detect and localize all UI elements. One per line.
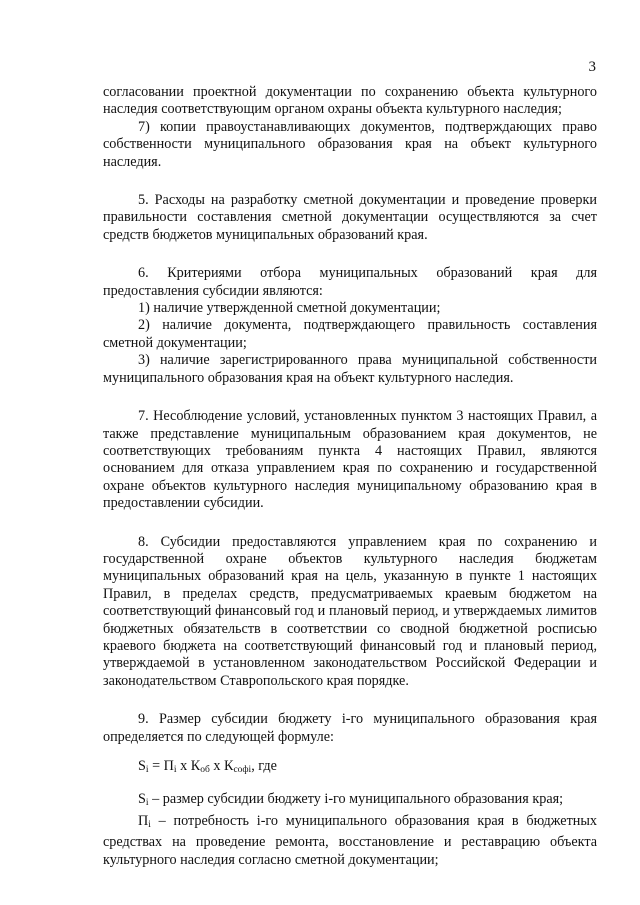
criteria-item-3: 3) наличие зарегистрированного права муниципальной собственности муниципального образования края на объект культурного наследия.	[103, 352, 597, 386]
paragraph-clause-8: 8. Субсидии предоставляются управлением края по сохранению и государственной охране объектов культурного наследия бюджетам муниципальных образований края на цель, указанную в пункте 1 настоящих Правил, в пределах средств, предусматриваемых краевым бюджетом на соответствующий финансовый год и плановый период, и утверждаемых лимитов бюджетных обязательств в соответствии со сводной бюджетной росписью краевого бюджета на соответствующий финансовый год и плановый период, утверждаемой в установленном законодательством Российской Федерации и законодательством Ставропольского края порядке.	[103, 533, 597, 689]
definition-pi-symbol: П	[138, 812, 149, 829]
formula-k-ob: К	[190, 758, 201, 774]
formula-pi-sub: i	[173, 765, 177, 775]
definition-pi	[103, 813, 597, 869]
definition-s-sub: i	[145, 798, 149, 809]
criteria-item-2: 2) наличие документа, подтверждающего правильность составления сметной документации;	[103, 317, 597, 351]
paragraph-clause-7: 7. Несоблюдение условий, установленных пунктом 3 настоящих Правил, а также представление муниципальным образованием края документов, не соответствующих требованиям пункта 4 настоящих Правил, являются основанием для отказа управлением края по сохранению и государственной охране объектов культурного наследия муниципальному образованию края в предоставлении субсидии.	[103, 408, 597, 512]
definition-pi-text: – потребность i-го муниципального образования края в бюджетных средствах на проведение ремонта, восстановление и реставрацию объекта культурного наследия согласно сметной документации;	[103, 812, 597, 868]
formula-times-1: х	[176, 758, 191, 774]
paragraph-clause-5: 5. Расходы на разработку сметной документации и проведение проверки правильности составления сметной документации осуществляются за счет средств бюджетов муниципальных образований края.	[103, 192, 597, 243]
formula-k-sof-sub: софi	[233, 765, 252, 775]
formula-k-ob-sub: об	[200, 765, 210, 775]
formula-pi: П	[163, 758, 174, 774]
paragraph-item-7: 7) копии правоустанавливающих документов, подтверждающих право собственности муниципального образования края на объект культурного наследия.	[103, 118, 597, 170]
formula-s-sub: i	[145, 765, 149, 775]
definition-s-text: – размер субсидии бюджету i-го муниципального образования края;	[152, 791, 564, 808]
formula-tail: , где	[251, 758, 277, 774]
paragraph-continuation: согласовании проектной документации по сохранению объекта культурного наследия соответствующим органом охраны объекта культурного наследия;	[103, 84, 597, 118]
paragraph-clause-9: 9. Размер субсидии бюджету i-го муниципального образования края определяется по следующей формуле:	[103, 711, 597, 745]
definition-s-symbol: S	[138, 791, 146, 808]
definition-pi-sub: i	[148, 819, 151, 830]
paragraph-clause-6: 6. Критериями отбора муниципальных образований края для предоставления субсидии являются:	[103, 265, 597, 299]
formula-times-2: х	[209, 758, 224, 774]
formula-k-sof: К	[223, 758, 234, 774]
definition-s	[103, 791, 597, 812]
criteria-item-1: 1) наличие утвержденной сметной документации;	[138, 300, 441, 317]
formula-s: S	[138, 758, 146, 774]
page-number: 3	[588, 59, 596, 75]
subsidy-formula	[103, 758, 597, 779]
formula-eq: =	[148, 758, 164, 774]
document-body	[103, 84, 597, 869]
